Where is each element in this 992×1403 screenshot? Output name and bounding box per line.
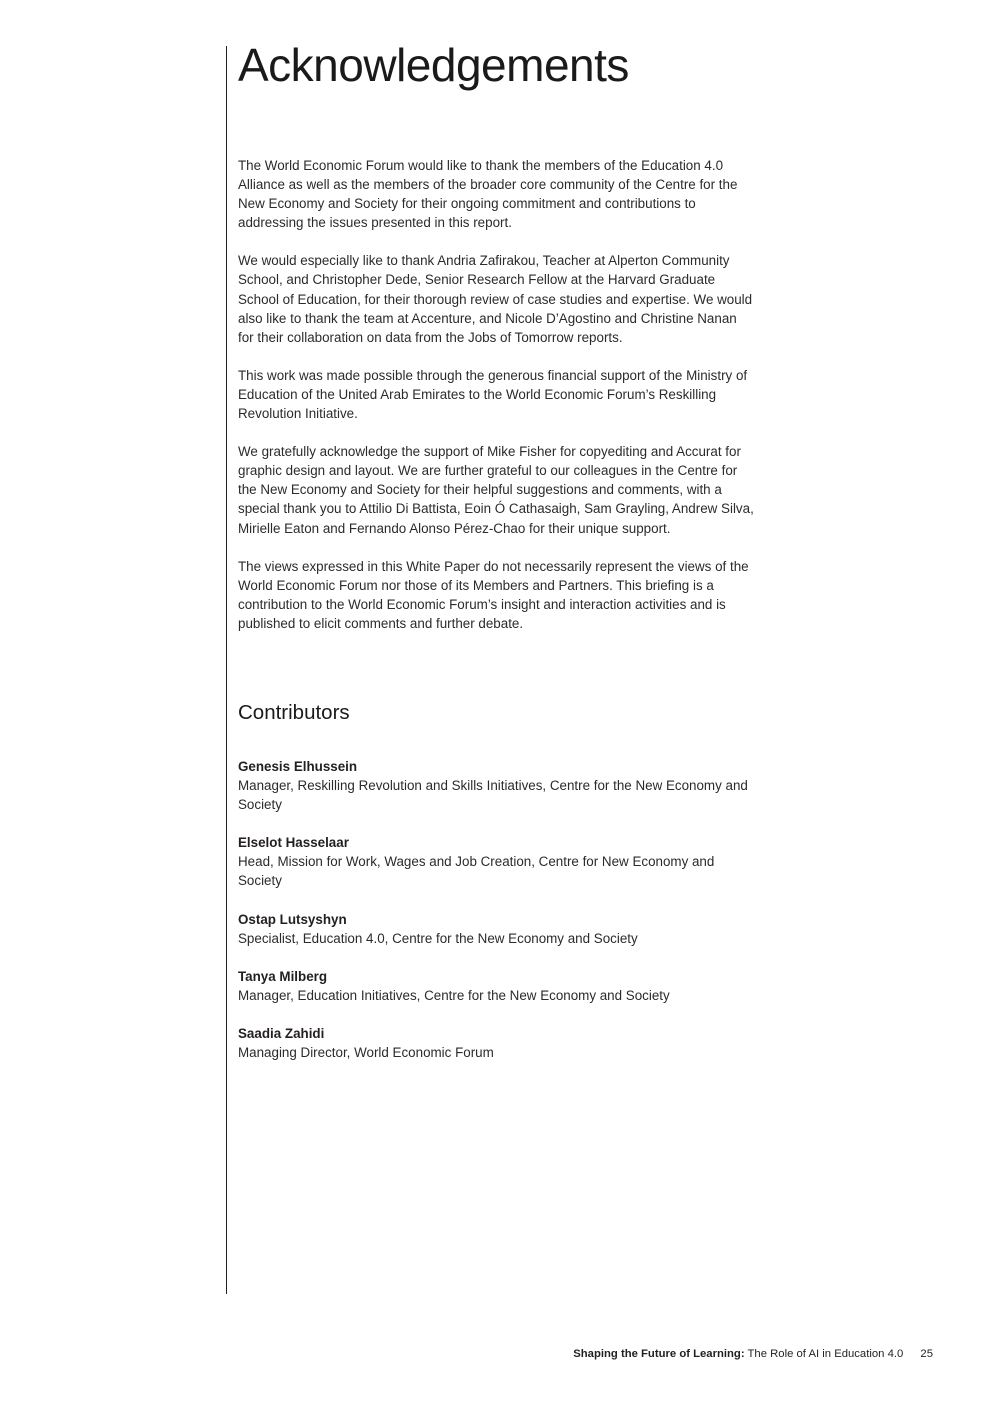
contributors-list (238, 757, 754, 1062)
paragraph: We would especially like to thank Andria Zafirakou, Teacher at Alperton Community School, and Christopher Dede, Senior Research Fellow at the Harvard Graduate School of Education, for their thorough review of case studies and expertise. We would also like to thank the team at Accenture, and Nicole D’Agostino and Christine Nanan for their collaboration on data from the Jobs of Tomorrow reports. (238, 253, 753, 345)
contributor-role: Specialist, Education 4.0, Centre for the New Economy and Society (238, 930, 638, 946)
page-title: Acknowledgements (238, 39, 629, 91)
acknowledgements-body (238, 156, 754, 633)
contributor-name: Saadia Zahidi (238, 1025, 325, 1041)
vertical-rule (226, 46, 227, 1294)
contributors-heading: Contributors (238, 700, 350, 724)
paragraph: The views expressed in this White Paper do not necessarily represent the views of the World Economic Forum nor those of its Members and Partners. This briefing is a contribution to the World Economic Forum’s insight and interaction activities and is published to elicit comments and further debate. (238, 558, 749, 631)
footer-report-title: Shaping the Future of Learning: (573, 1348, 745, 1360)
paragraph: The World Economic Forum would like to thank the members of the Education 4.0 Alliance as well as the members of the broader core community of the Centre for the New Economy and Society for their ongoing commitment and contributions to addressing the issues presented in this report. (238, 158, 738, 231)
contributor-role: Manager, Education Initiatives, Centre for the New Economy and Society (238, 987, 670, 1003)
paragraph: We gratefully acknowledge the support of Mike Fisher for copyediting and Accurat for graphic design and layout. We are further grateful to our colleagues in the Centre for the New Economy and Society for their helpful suggestions and comments, with a special thank you to Attilio Di Battista, Eoin Ó Cathasaigh, Sam Grayling, Andrew Silva, Mirielle Eaton and Fernando Alonso Pérez-Chao for their unique support. (238, 444, 754, 536)
contributor-role: Manager, Reskilling Revolution and Skills Initiatives, Centre for the New Economy and Society (238, 778, 748, 813)
contributor-role: Managing Director, World Economic Forum (238, 1045, 494, 1060)
page-footer (573, 1347, 933, 1361)
contributor-entry (238, 1024, 754, 1062)
contributor-entry (238, 833, 754, 890)
main-content (238, 36, 754, 1081)
paragraph: This work was made possible through the generous financial support of the Ministry of Education of the United Arab Emirates to the World Economic Forum’s Reskilling Revolution Initiative. (238, 367, 748, 422)
contributor-entry (238, 910, 754, 948)
contributor-name: Tanya Milberg (238, 968, 328, 984)
contributor-role: Head, Mission for Work, Wages and Job Creation, Centre for New Economy and Society (238, 854, 715, 889)
contributor-name: Elselot Hasselaar (238, 835, 349, 851)
page-number: 25 (920, 1348, 933, 1360)
contributor-entry (238, 967, 754, 1005)
contributor-name: Genesis Elhussein (238, 758, 358, 774)
contributor-entry (238, 757, 754, 814)
contributor-name: Ostap Lutsyshyn (238, 911, 347, 927)
footer-report-subtitle: The Role of AI in Education 4.0 (747, 1348, 904, 1360)
